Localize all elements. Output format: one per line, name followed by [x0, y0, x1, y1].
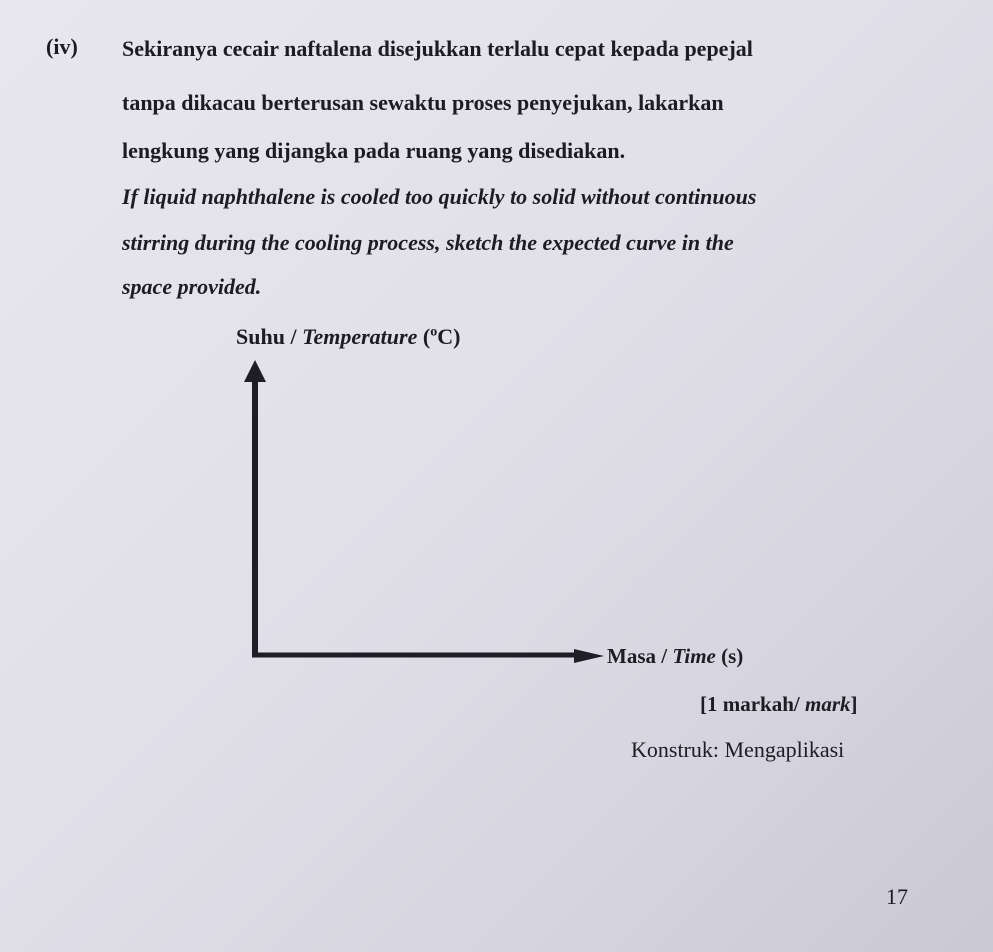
y-axis-unit-open: ( — [417, 324, 431, 349]
marks-text-open: [1 markah/ — [700, 692, 805, 716]
construct-label: Konstruk: Mengaplikasi — [631, 737, 845, 762]
degree-symbol: o — [430, 324, 438, 340]
marks-text-italic: mark — [805, 692, 851, 716]
x-axis-arrow-icon — [574, 649, 604, 663]
question-text-english-line-3: space provided. — [122, 274, 262, 299]
marks-text-close: ] — [850, 692, 858, 716]
x-axis-label-english: Time — [672, 644, 716, 668]
marks-allocation — [700, 692, 858, 717]
question-text-english-line-1: If liquid naphthalene is cooled too quickly to solid without continuous — [122, 184, 757, 209]
y-axis-label-malay: Suhu / — [236, 324, 303, 349]
question-text-malay-line-2: tanpa dikacau berterusan sewaktu proses penyejukan, lakarkan — [122, 90, 724, 115]
question-text-english-line-2: stirring during the cooling process, sketch the expected curve in the — [122, 230, 734, 255]
question-text-malay-line-3: lengkung yang dijangka pada ruang yang disediakan. — [122, 138, 626, 163]
y-axis-label-english: Temperature — [302, 324, 418, 349]
x-axis-label — [607, 644, 743, 669]
x-axis-label-malay: Masa / — [607, 644, 673, 668]
question-number: (iv) — [46, 34, 78, 59]
y-axis-unit-close: C) — [437, 324, 461, 349]
y-axis-arrow-icon — [244, 360, 266, 382]
question-text-malay-line-1: Sekiranya cecair naftalena disejukkan terlalu cepat kepada pepejal — [122, 36, 753, 61]
x-axis-unit: (s) — [715, 644, 744, 668]
page-number: 17 — [886, 884, 908, 909]
